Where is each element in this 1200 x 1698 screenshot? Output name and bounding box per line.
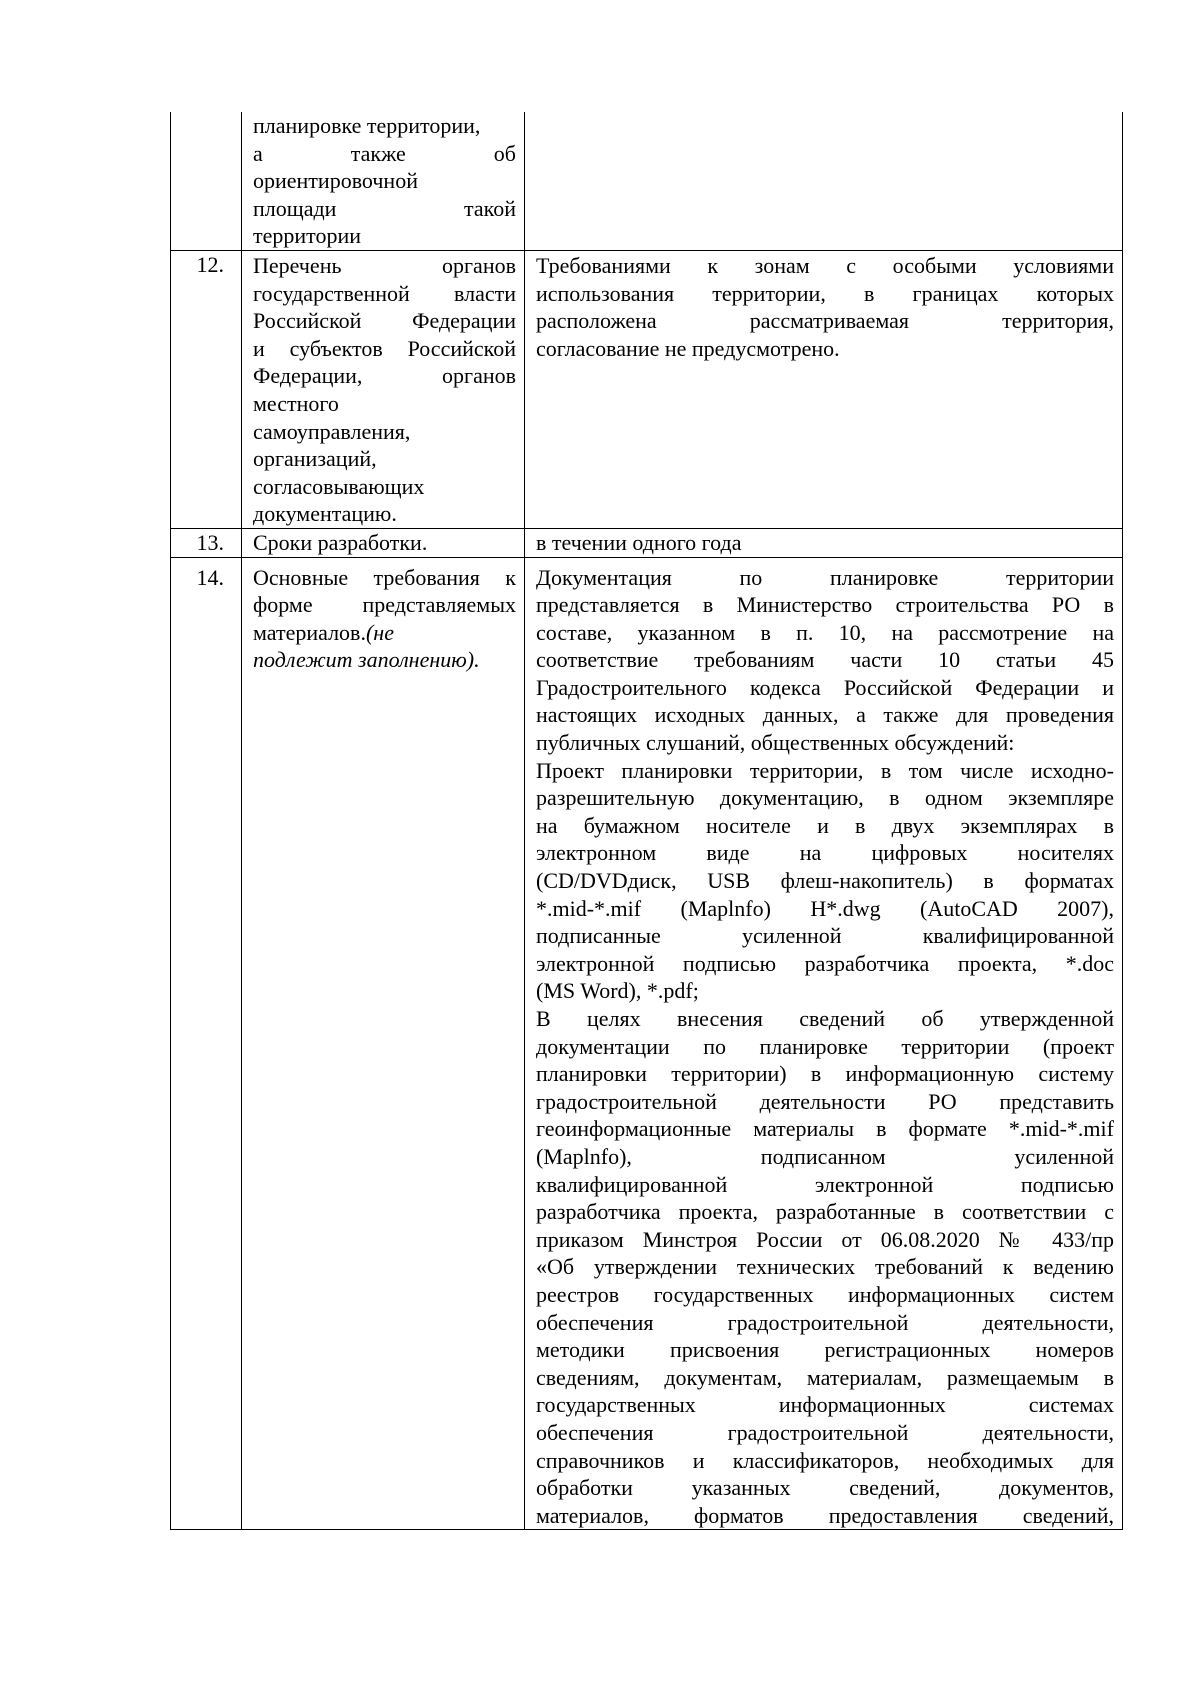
text-line: документации по планировке территории (проект <box>536 1033 1114 1059</box>
text-line: сведениям, документам, материалам, размещаемым в <box>536 1364 1114 1390</box>
text-line <box>253 619 516 647</box>
row-number-cell: 13. <box>171 528 242 557</box>
text-line: разработчика проекта, разработанные в соответствии с <box>536 1199 1114 1225</box>
text-line: составе, указанном в п. 10, на рассмотрение на <box>536 619 1114 645</box>
text-line: Перечень органов <box>253 252 516 278</box>
parameter-cell <box>242 112 525 250</box>
text-line: (CD/DVDдиск, USB флеш-накопитель) в форматах <box>536 868 1114 894</box>
text-line: представляется в Министерство строительства РО в <box>536 592 1114 618</box>
text-line: согласовывающих <box>253 473 425 499</box>
text-line: местного <box>253 390 339 416</box>
text-line: методики присвоения регистрационных номеров <box>536 1337 1114 1363</box>
value-cell <box>525 557 1123 1530</box>
parameter-cell <box>242 557 525 1530</box>
text-line: подписанные усиленной квалифицированной <box>536 923 1114 949</box>
text-line: приказом Минстроя России от 06.08.2020 № 433/пр <box>536 1226 1114 1252</box>
text-line: документацию. <box>253 501 397 527</box>
text-line: Проект планировки территории, в том числе исходно- <box>536 757 1114 783</box>
text-line: Сроки разработки. <box>253 529 428 555</box>
text-line: *.mid-*.mif (Maplnfo) Н*.dwg (AutoCAD 2007), <box>536 895 1114 921</box>
row-number-cell <box>171 112 242 250</box>
text-line: организаций, <box>253 446 377 472</box>
text-line: планировки территории) в информационную систему <box>536 1061 1114 1087</box>
text-segment: материалов. <box>253 619 366 645</box>
text-line: квалифицированной электронной подписью <box>536 1171 1114 1197</box>
parameter-cell <box>242 528 525 557</box>
text-line: государственных информационных системах <box>536 1392 1114 1418</box>
text-line: Документация по планировке территории <box>536 564 1114 590</box>
text-line: согласование не предусмотрено. <box>536 335 840 361</box>
text-line: справочников и классификаторов, необходимых для <box>536 1447 1114 1473</box>
text-line: «Об утверждении технических требований к ведению <box>536 1254 1114 1280</box>
value-cell <box>525 250 1123 528</box>
text-line: публичных слушаний, общественных обсуждений: <box>536 730 1015 756</box>
value-cell <box>525 528 1123 557</box>
text-line: на бумажном носителе и в двух экземплярах в <box>536 812 1114 838</box>
text-line: государственной власти <box>253 280 516 306</box>
text-line: материалов, форматов предоставления сведений, <box>536 1502 1114 1528</box>
text-line: (MS Word), *.pdf; <box>536 978 699 1004</box>
text-line: В целях внесения сведений об утвержденной <box>536 1006 1114 1031</box>
text-line: геоинформационные материалы в формате *.mid-*.mif <box>536 1116 1114 1142</box>
text-line: электронной подписью разработчика проекта, *.doc <box>536 950 1114 976</box>
table-row-12 <box>171 250 1123 528</box>
parameter-cell <box>242 250 525 528</box>
table-row-continuation <box>171 112 1123 250</box>
text-line: форме представляемых <box>253 592 516 618</box>
text-line: настоящих исходных данных, а также для проведения <box>536 702 1114 728</box>
table-row-13 <box>171 528 1123 557</box>
text-line: обеспечения градостроительной деятельности, <box>536 1419 1114 1445</box>
row-number-cell: 12. <box>171 250 242 528</box>
text-line: территории <box>253 223 362 249</box>
text-line: градостроительной деятельности РО представить <box>536 1088 1114 1114</box>
italic-note: подлежит заполнению). <box>253 647 480 673</box>
requirements-table <box>170 112 1123 1530</box>
text-line: площади такой <box>253 195 516 221</box>
text-line: Требованиями к зонам с особыми условиями <box>536 252 1114 278</box>
text-line: планировке территории, <box>253 113 481 138</box>
text-line: в течении одного года <box>536 529 742 555</box>
text-line: а также об <box>253 140 516 166</box>
table-row-14 <box>171 557 1123 1530</box>
text-line: использования территории, в границах которых <box>536 280 1114 306</box>
text-line: (Maplnfo), подписанном усиленной <box>536 1143 1114 1169</box>
text-line: расположена рассматриваемая территория, <box>536 308 1114 334</box>
text-line: Градостроительного кодекса Российской Федерации и <box>536 674 1114 700</box>
text-line: самоуправления, <box>253 418 411 444</box>
text-line: Основные требования к <box>253 564 516 590</box>
text-line: Российской Федерации <box>253 308 516 334</box>
row-number-cell: 14. <box>171 557 242 1530</box>
text-line: реестров государственных информационных систем <box>536 1281 1114 1307</box>
italic-note: (не <box>365 619 394 645</box>
text-line: ориентировочной <box>253 168 418 194</box>
value-cell <box>525 112 1123 250</box>
text-line: электронном виде на цифровых носителях <box>536 840 1114 866</box>
text-line: соответствие требованиям части 10 статьи 45 <box>536 647 1114 673</box>
text-line: Федерации, органов <box>253 363 516 389</box>
text-line: обеспечения градостроительной деятельности, <box>536 1309 1114 1335</box>
text-line: обработки указанных сведений, документов, <box>536 1475 1114 1501</box>
text-line: разрешительную документацию, в одном экземпляре <box>536 785 1114 811</box>
text-line: и субъектов Российской <box>253 335 516 361</box>
